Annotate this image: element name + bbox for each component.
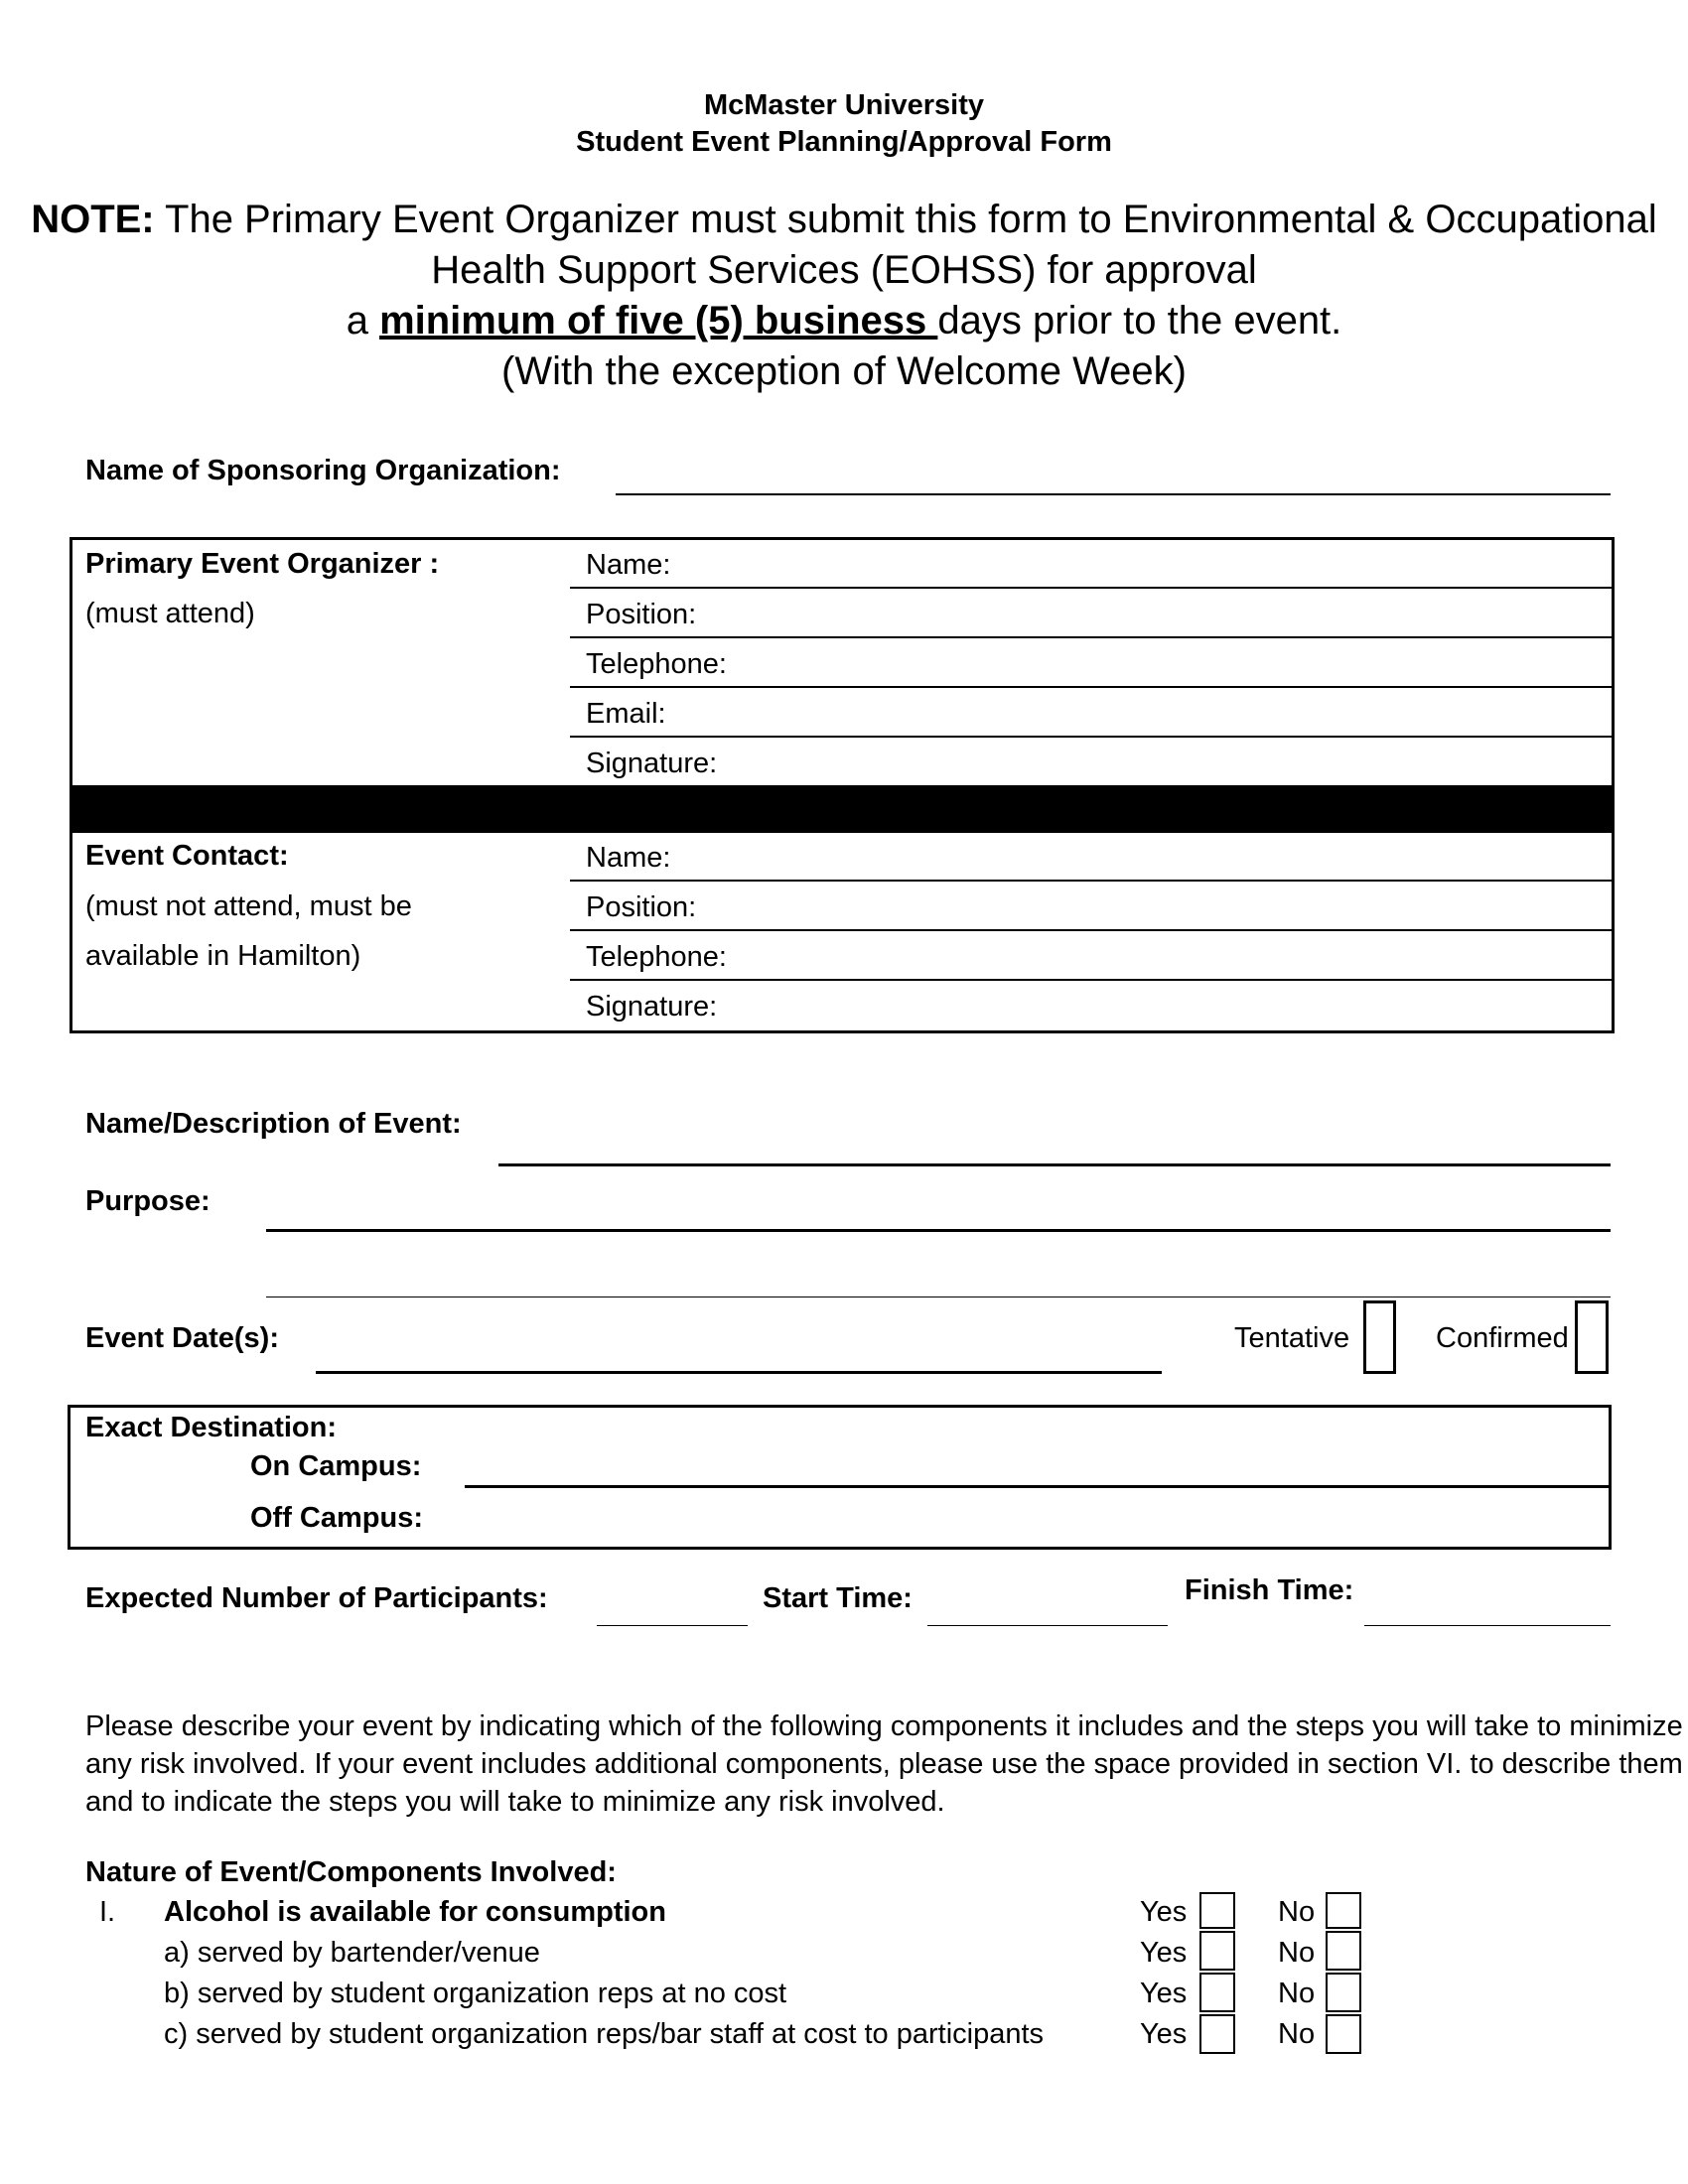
finish-time-input[interactable] (1368, 1590, 1611, 1624)
no-label: No (1278, 1937, 1316, 1969)
event-contact-title: Event Contact: (85, 840, 289, 872)
purpose-line-1 (266, 1229, 1611, 1232)
organizer-position-label: Position: (586, 599, 697, 630)
item-b-yes-checkbox[interactable] (1199, 1973, 1235, 2012)
component-item-c: c) served by student organization reps/bar staff at cost to participants (164, 2018, 1045, 2050)
no-label: No (1278, 1896, 1316, 1928)
sponsor-input[interactable] (621, 459, 1608, 492)
start-time-line (927, 1625, 1168, 1626)
note-line3-post: days prior to the event. (937, 299, 1342, 342)
off-campus-input[interactable] (471, 1501, 1607, 1535)
organizer-telephone-label: Telephone: (586, 648, 727, 680)
contact-name-line (570, 880, 1613, 882)
yes-label: Yes (1140, 1978, 1188, 2009)
note-line4: (With the exception of Welcome Week) (501, 349, 1187, 393)
on-campus-input[interactable] (471, 1449, 1607, 1483)
organizer-position-line (570, 636, 1613, 638)
start-time-label: Start Time: (763, 1582, 913, 1614)
note-line3-pre: a (346, 299, 380, 342)
alcohol-yes-checkbox[interactable] (1199, 1892, 1235, 1929)
contact-signature-label: Signature: (586, 991, 718, 1023)
instructions-line1: Please describe your event by indicating which of the following components it includes and the steps you will take to minimize (85, 1710, 1683, 1742)
contact-telephone-line (570, 979, 1613, 981)
tentative-checkbox[interactable] (1363, 1300, 1396, 1374)
item-c-yes-checkbox[interactable] (1199, 2014, 1235, 2054)
purpose-input-1[interactable] (270, 1193, 1610, 1227)
yes-label: Yes (1140, 1896, 1188, 1928)
contact-position-label: Position: (586, 891, 697, 923)
note-line1: The Primary Event Organizer must submit this form to Environmental & Occupational (165, 198, 1657, 241)
alcohol-no-checkbox[interactable] (1326, 1892, 1361, 1929)
no-label: No (1278, 2018, 1316, 2050)
event-dates-input[interactable] (320, 1335, 1158, 1369)
organizer-telephone-line (570, 686, 1613, 688)
sponsor-label: Name of Sponsoring Organization: (85, 455, 561, 486)
primary-organizer-title: Primary Event Organizer : (85, 548, 440, 580)
organizer-name-line (570, 587, 1613, 589)
participants-label: Expected Number of Participants: (85, 1582, 548, 1614)
component-item-a: a) served by bartender/venue (164, 1937, 540, 1969)
section-title: Alcohol is available for consumption (164, 1896, 666, 1928)
organizer-signature-label: Signature: (586, 748, 718, 779)
off-campus-label: Off Campus: (250, 1502, 423, 1534)
separator-bar (70, 786, 1615, 832)
contact-telephone-label: Telephone: (586, 941, 727, 973)
yes-label: Yes (1140, 1937, 1188, 1969)
participants-input[interactable] (600, 1590, 749, 1624)
instructions-line3: and to indicate the steps you will take to minimize any risk involved. (85, 1786, 945, 1818)
section-numeral: I. (99, 1896, 116, 1928)
yes-label: Yes (1140, 2018, 1188, 2050)
purpose-input-2[interactable] (270, 1261, 1610, 1295)
event-dates-label: Event Date(s): (85, 1322, 279, 1354)
event-dates-line (316, 1371, 1162, 1374)
instructions-line2: any risk involved. If your event includes additional components, please use the space provided in section VI. to describe them (85, 1748, 1683, 1780)
item-c-no-checkbox[interactable] (1326, 2014, 1361, 2054)
contact-position-line (570, 929, 1613, 931)
sponsor-line (616, 493, 1611, 495)
destination-title: Exact Destination: (85, 1412, 337, 1443)
event-contact-subtitle-2: available in Hamilton) (85, 940, 361, 972)
event-name-label: Name/Description of Event: (85, 1108, 462, 1140)
tentative-label: Tentative (1234, 1322, 1350, 1354)
organizer-email-line (570, 736, 1613, 738)
no-label: No (1278, 1978, 1316, 2009)
confirmed-label: Confirmed (1436, 1322, 1569, 1354)
on-campus-label: On Campus: (250, 1450, 422, 1482)
finish-time-label: Finish Time: (1185, 1574, 1354, 1606)
item-a-no-checkbox[interactable] (1326, 1931, 1361, 1971)
university-name: McMaster University (703, 89, 985, 121)
components-heading: Nature of Event/Components Involved: (85, 1856, 617, 1888)
primary-organizer-subtitle: (must attend) (85, 598, 255, 629)
start-time-input[interactable] (931, 1590, 1168, 1624)
note-label: NOTE: (31, 198, 155, 241)
event-contact-subtitle-1: (must not attend, must be (85, 890, 412, 922)
organizer-name-label: Name: (586, 549, 671, 581)
item-a-yes-checkbox[interactable] (1199, 1931, 1235, 1971)
component-item-b: b) served by student organization reps at no cost (164, 1978, 787, 2009)
participants-line (597, 1625, 748, 1626)
instructions-paragraph (85, 1707, 1683, 1821)
event-contact-box (70, 830, 1615, 1033)
note-line2: Health Support Services (EOHSS) for approval (431, 248, 1257, 292)
event-name-input[interactable] (502, 1128, 1609, 1161)
event-name-line (498, 1163, 1611, 1166)
item-b-no-checkbox[interactable] (1326, 1973, 1361, 2012)
form-title: Student Event Planning/Approval Form (576, 126, 1112, 158)
note-block (0, 195, 1688, 397)
organizer-email-label: Email: (586, 698, 666, 730)
contact-name-label: Name: (586, 842, 671, 874)
confirmed-checkbox[interactable] (1575, 1300, 1609, 1374)
purpose-label: Purpose: (85, 1185, 211, 1217)
finish-time-line (1364, 1625, 1611, 1626)
on-campus-line (465, 1485, 1609, 1488)
note-emphasis: minimum of five (5) business (379, 299, 938, 342)
